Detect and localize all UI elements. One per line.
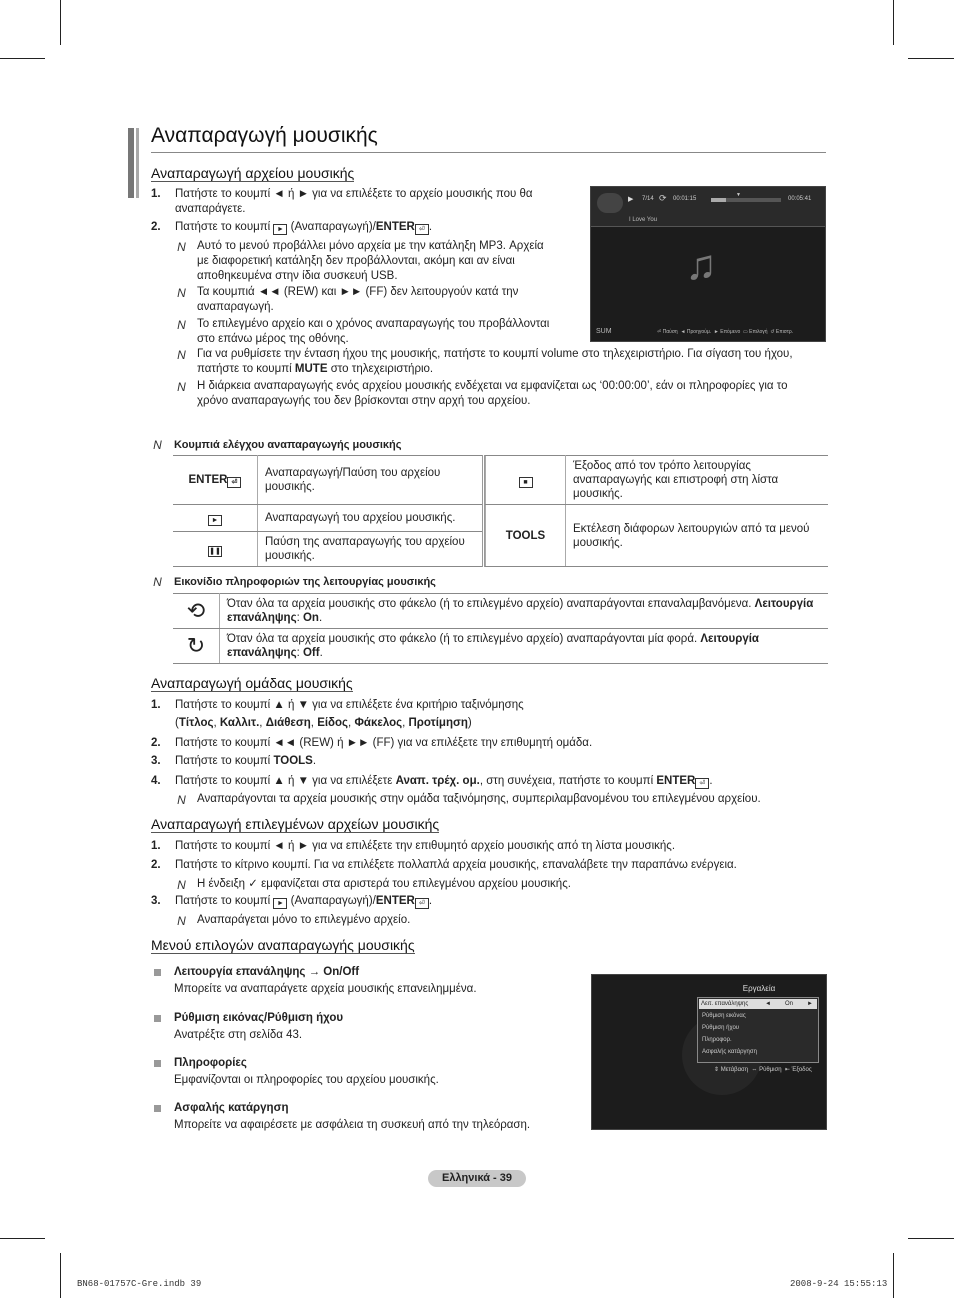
enter-cell: ENTER ⏎	[173, 456, 258, 505]
table-row	[173, 629, 828, 664]
step-number: 4.	[151, 775, 161, 787]
crop-mark	[60, 1253, 61, 1298]
stop-icon: ■	[519, 477, 533, 488]
note-icon: N	[177, 914, 186, 928]
option-title: Πληροφορίες	[174, 1057, 247, 1069]
music-note-icon: ♫	[685, 241, 717, 288]
option-desc: Ανατρέξτε στη σελίδα 43.	[174, 1029, 303, 1041]
bullet-square	[154, 1015, 161, 1022]
play-icon: ►	[208, 515, 222, 526]
note-text: Αναπαράγεται μόνο το επιλεγμένο αρχείο.	[197, 914, 411, 926]
crop-mark	[893, 0, 894, 45]
total-time: 00:05:41	[788, 196, 812, 202]
file-info: BN68-01757C-Gre.indb 39	[77, 1279, 202, 1289]
stop-cell	[486, 456, 566, 505]
pause-cell	[173, 532, 258, 567]
enter-desc: Αναπαραγωγή/Παύση του αρχείου μουσικής.	[258, 456, 484, 505]
enter-icon: ⏎	[415, 224, 429, 235]
step-number: 3.	[151, 755, 161, 767]
enter-icon: ⏎	[415, 898, 429, 909]
menu-item-repeat[interactable]: Λειτ. επανάληψης ◄ On ►	[699, 999, 817, 1009]
step-text: Πατήστε το κουμπί ◄ ή ► για να επιλέξετε την επιθυμητό αρχείο μουσικής από τη λίστα μουσικής.	[175, 840, 676, 852]
step-text: Πατήστε το κουμπί ► (Αναπαραγωγή)/ENTER ⏎ .	[175, 895, 433, 907]
step-number: 2.	[151, 737, 161, 749]
side-decoration	[128, 128, 134, 198]
controls-heading: Κουμπιά ελέγχου αναπαραγωγής μουσικής	[174, 439, 402, 451]
pause-desc: Παύση της αναπαραγωγής του αρχείου μουσικής.	[258, 532, 484, 567]
player-screenshot: ▶ 7/14 ⟳ 00:01:15 ▼ 00:05:41 I Love You ♫ SUM ⏎ Παύση ◄ Προηγούμ. ► Επόμενο ▭ Επιλογή ↺ Επιστρ.	[590, 186, 826, 342]
bullet-square	[154, 1060, 161, 1067]
progress-bar	[711, 198, 781, 202]
step-text: Πατήστε το κουμπί ◄◄ (REW) ή ►► (FF) για να επιλέξετε την επιθυμητή ομάδα.	[175, 737, 593, 749]
step-number: 1.	[151, 188, 161, 200]
note-text: Αυτό το μενού προβάλλει μόνο αρχεία με την κατάληξη MP3. Αρχεία με διαφορετική κατάληξη δεν προβάλλονται, ακόμη και αν είναι αποθηκευμένα στην ίδια συσκευή USB.	[197, 240, 544, 282]
controls-table	[173, 455, 828, 567]
side-decoration	[136, 128, 139, 198]
bullet-square	[154, 969, 161, 976]
menu-item[interactable]: Ρύθμιση εικόνας	[702, 1013, 746, 1019]
note-text: Αναπαράγονται τα αρχεία μουσικής στην ομάδα ταξινόμησης, συμπεριλαμβανομένου του επιλεγμένου αρχείου.	[197, 793, 761, 805]
crop-mark	[0, 1238, 45, 1239]
device-label: SUM	[596, 328, 612, 335]
step-text: Πατήστε το κουμπί ◄ ή ► για να επιλέξετε το αρχείο μουσικής που θα αναπαράγετε.	[175, 188, 533, 215]
note-text: Η ένδειξη ✓ εμφανίζεται στα αριστερά του επιλεγμένου αρχείου μουσικής.	[197, 878, 571, 890]
option-title: Λειτουργία επανάληψης → On/Off	[174, 966, 360, 978]
note-icon: N	[177, 318, 186, 332]
page-number: Ελληνικά - 39	[428, 1170, 526, 1187]
elapsed-time: 00:01:15	[673, 196, 697, 202]
crop-mark	[893, 1253, 894, 1298]
crop-mark	[908, 58, 954, 59]
crop-mark	[0, 58, 45, 59]
tools-cell: TOOLS	[486, 505, 566, 567]
repeat-all-icon: ⟲	[173, 594, 220, 629]
step-text: Πατήστε το κίτρινο κουμπί. Για να επιλέξετε πολλαπλά αρχεία μουσικής, επαναλάβετε την παραπάνω ενέργεια.	[175, 859, 737, 871]
option-desc: Μπορείτε να αφαιρέσετε με ασφάλεια τη συσκευή από την τηλεόραση.	[174, 1119, 531, 1131]
step-text: Πατήστε το κουμπί ▲ ή ▼ για να επιλέξετε ένα κριτήριο ταξινόμησης (Τίτλος, Καλλιτ., Διάθεση, Είδος, Φάκελος, Προτίμηση)	[175, 699, 524, 729]
note-text: Η διάρκεια αναπαραγωγής ενός αρχείου μουσικής ενδέχεται να εμφανίζεται ως ‘00:00:00’, εάν οι πληροφορίες για το χρόνο αναπαραγωγής του δεν βρίσκονται στην αρχή του αρχείου.	[197, 380, 788, 407]
repeat-once-icon: ↻	[173, 629, 220, 664]
stop-desc: Έξοδος από τον τρόπο λειτουργίας αναπαραγωγής και επιστροφή στη λίστα μουσικής.	[566, 456, 829, 505]
note-icon: N	[153, 438, 162, 452]
step-number: 2.	[151, 859, 161, 871]
crop-mark	[908, 1238, 954, 1239]
step-text: Πατήστε το κουμπί ▲ ή ▼ για να επιλέξετε Αναπ. τρέχ. ομ., στη συνέχεια, πατήστε το κουμπί ENTER ⏎ .	[175, 775, 713, 787]
repeat-desc: Όταν όλα τα αρχεία μουσικής στο φάκελο (ή το επιλεγμένο αρχείο) αναπαράγονται επαναλαμβανόμενα. Λειτουργία επανάληψης: On.	[220, 594, 829, 629]
play-icon: ►	[273, 224, 287, 235]
note-icon: N	[177, 348, 186, 362]
note-icon: N	[177, 793, 186, 807]
tools-menu	[697, 997, 819, 1063]
play-desc: Αναπαραγωγή του αρχείου μουσικής.	[258, 505, 484, 532]
menu-item[interactable]: Ρύθμιση ήχου	[702, 1025, 740, 1031]
note-icon: N	[177, 878, 186, 892]
table-row	[173, 505, 828, 532]
note-icon: N	[177, 380, 186, 394]
track-counter: 7/14	[642, 196, 654, 202]
hint-bar: ⇕ Μετάβαση ⇔ Ρύθμιση ⇤ Έξοδος	[714, 1067, 812, 1073]
tools-title: Εργαλεία	[742, 984, 776, 993]
icons-heading: Εικονίδιο πληροφοριών της λειτουργίας μουσικής	[174, 576, 436, 588]
note-icon: N	[177, 240, 186, 254]
option-desc: Μπορείτε να αναπαράγετε αρχεία μουσικής επανειλημμένα.	[174, 983, 477, 995]
section-heading: Αναπαραγωγή αρχείου μουσικής	[151, 165, 355, 181]
repeat-icon: ⟳	[659, 193, 667, 203]
play-state-icon: ▶	[628, 196, 634, 203]
song-title: I Love You	[629, 217, 658, 223]
enter-icon: ⏎	[695, 778, 709, 789]
note-text: Το επιλεγμένο αρχείο και ο χρόνος αναπαραγωγής του προβάλλονται στο επάνω μέρος της οθόνης.	[197, 318, 550, 345]
step-text: Πατήστε το κουμπί TOOLS.	[175, 755, 317, 767]
enter-icon: ⏎	[227, 477, 241, 488]
crop-mark	[60, 0, 61, 45]
step-number: 1.	[151, 840, 161, 852]
check-icon: ✓	[248, 878, 258, 890]
menu-item[interactable]: Ασφαλής κατάργηση	[702, 1049, 757, 1055]
table-row	[173, 456, 828, 505]
play-cell	[173, 505, 258, 532]
page-title: Αναπαραγωγή μουσικής	[151, 124, 378, 147]
print-date: 2008-9-24 15:55:13	[790, 1279, 888, 1289]
option-title: Ρύθμιση εικόνας/Ρύθμιση ήχου	[174, 1012, 344, 1024]
table-row	[173, 594, 828, 629]
note-icon: N	[177, 286, 186, 300]
option-desc: Εμφανίζονται οι πληροφορίες του αρχείου μουσικής.	[174, 1074, 439, 1086]
menu-item[interactable]: Πληροφορ.	[702, 1037, 732, 1043]
once-desc: Όταν όλα τα αρχεία μουσικής στο φάκελο (ή το επιλεγμένο αρχείο) αναπαράγονται μία φορά. Λειτουργία επανάληψης: Off.	[220, 629, 829, 664]
section-heading: Αναπαραγωγή επιλεγμένων αρχείων μουσικής	[151, 816, 440, 832]
step-number: 2.	[151, 221, 161, 233]
music-note-icon	[597, 193, 623, 213]
icons-table	[173, 593, 828, 664]
hint-bar: ⏎ Παύση ◄ Προηγούμ. ► Επόμενο ▭ Επιλογή ↺ Επιστρ.	[657, 329, 794, 335]
note-text: Για να ρυθμίσετε την ένταση ήχου της μουσικής, πατήστε το κουμπί volume στο τηλεχειριστήριο. Για σίγαση του ήχου, πατήστε το κουμπί MUTE στο τηλεχειριστήριο.	[197, 348, 793, 375]
section-heading: Αναπαραγωγή ομάδας μουσικής	[151, 675, 353, 691]
step-number: 3.	[151, 895, 161, 907]
option-title: Ασφαλής κατάργηση	[174, 1102, 289, 1114]
tools-desc: Εκτέλεση διάφορων λειτουργιών από τα μενού μουσικής.	[566, 505, 829, 567]
pause-icon: ❚❚	[209, 547, 221, 555]
bullet-square	[154, 1105, 161, 1112]
tools-screenshot	[591, 974, 827, 1130]
step-number: 1.	[151, 699, 161, 711]
play-icon: ►	[273, 898, 287, 909]
title-divider	[151, 152, 826, 153]
note-text: Τα κουμπιά ◄◄ (REW) και ►► (FF) δεν λειτουργούν κατά την αναπαραγωγή.	[197, 286, 519, 313]
section-heading: Μενού επιλογών αναπαραγωγής μουσικής	[151, 937, 415, 953]
step-text: Πατήστε το κουμπί ► (Αναπαραγωγή)/ENTER ⏎ .	[175, 221, 433, 233]
note-icon: N	[153, 575, 162, 589]
